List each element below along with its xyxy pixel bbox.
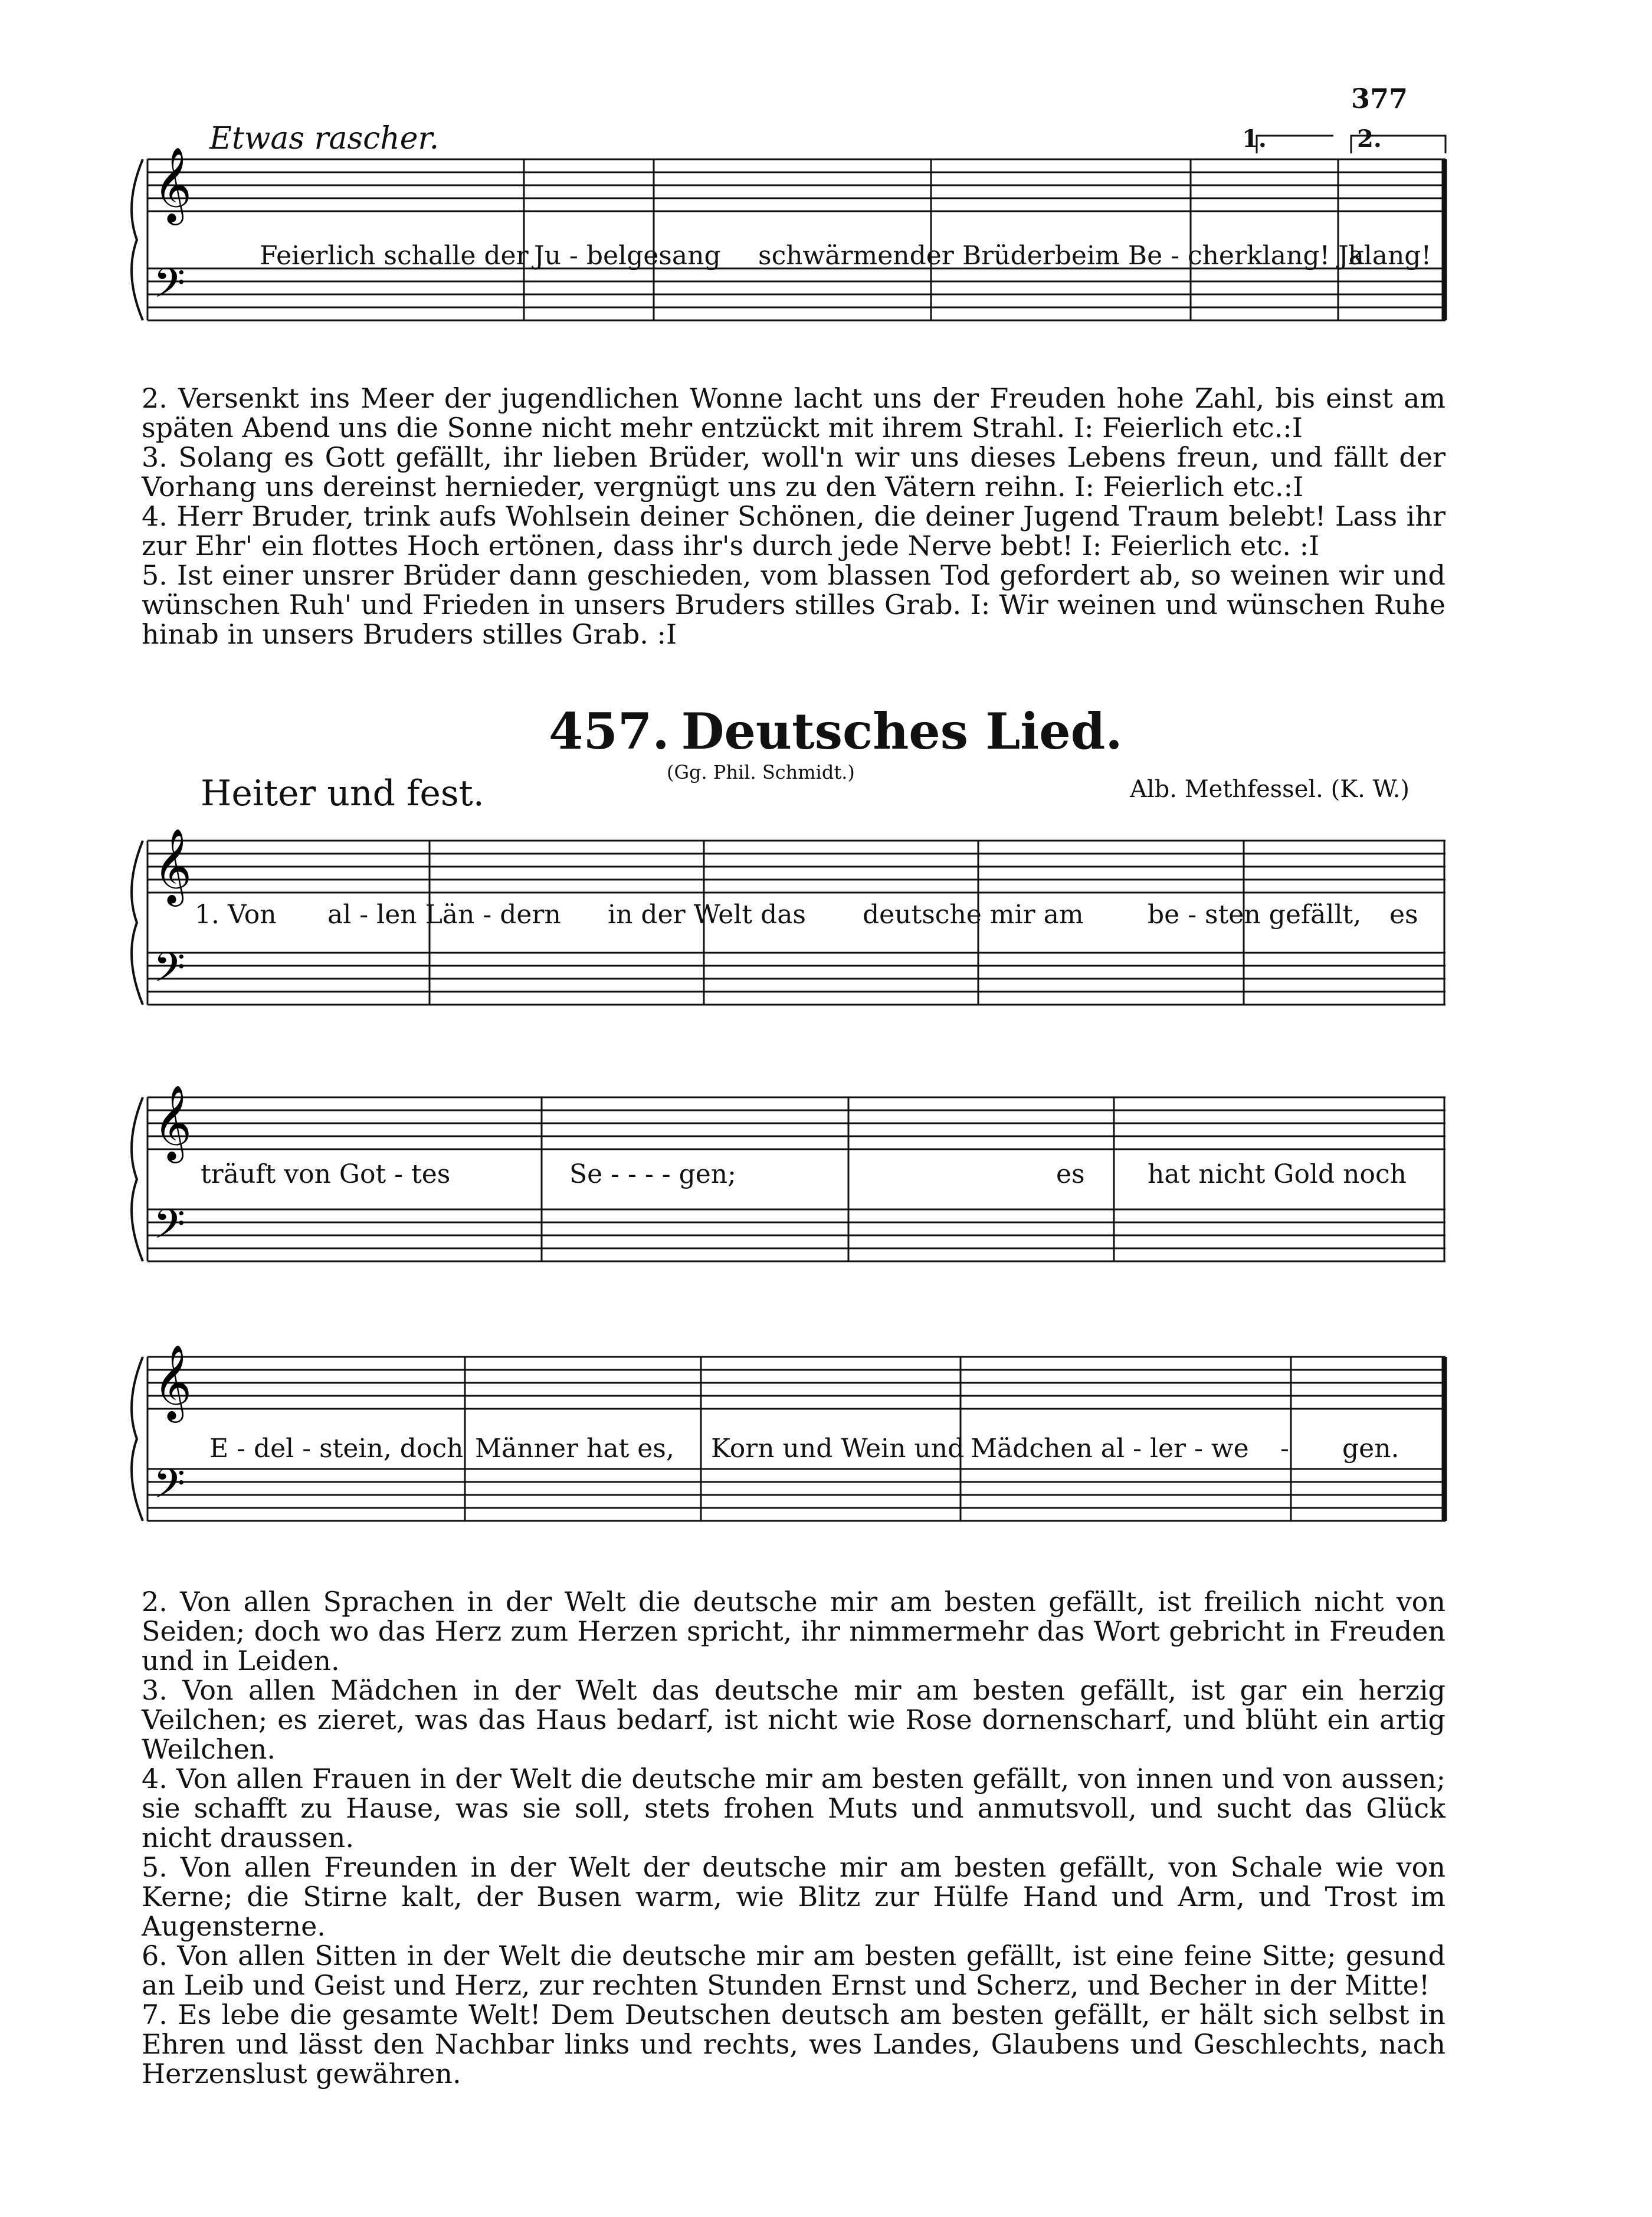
song2-number: 457. <box>549 702 670 760</box>
song2-line3-lyric-4: Mädchen al - ler - we <box>971 1434 1249 1464</box>
svg-text:𝄞: 𝄞 <box>153 828 192 903</box>
song2-line2-lyric-4: hat nicht Gold noch <box>1148 1159 1407 1189</box>
song2-verse-7: 7. Es lebe die gesamte Welt! Dem Deutschen deutsch am besten gefällt, er hält sich selbst in Ehren und lässt den Nachbar links und rechts, wes Landes, Glaubens und Geschlechts, nach Herzenslust gewähren. <box>142 1999 1446 2090</box>
song2-line2-lyric-1: träuft von Got - tes <box>201 1159 451 1189</box>
song2-verses <box>142 1587 1446 2088</box>
svg-text:𝄢: 𝄢 <box>153 1460 186 1517</box>
song2-lyricist: (Gg. Phil. Schmidt.) <box>667 761 855 783</box>
song2-line1-lyric-4: deutsche mir am <box>863 900 1084 930</box>
song1-verse-5: 5. Ist einer unsrer Brüder dann geschieden, vom blassen Tod gefordert ab, so weinen wir und wünschen Ruh' und Frieden in unsers Bruders stilles Grab. I: Wir weinen und wünschen Ruhe hinab in unsers Bruders stilles Grab. :I <box>142 559 1446 650</box>
song1-lyric-2: Ju - belgesang <box>534 241 721 271</box>
song2-line1-lyric-2: al - len Län - dern <box>327 900 561 930</box>
svg-text:𝄢: 𝄢 <box>153 259 186 317</box>
svg-text:𝄢: 𝄢 <box>153 1200 186 1258</box>
song1-lyric-3: schwärmender Brüderbeim Be - cherklang! Ja <box>758 241 1365 271</box>
song2-verse-5: 5. Von allen Freunden in der Welt der deutsche mir am besten gefällt, von Schale wie von Kerne; die Stirne kalt, der Busen warm, wie Blitz zur Hülfe Hand und Arm, und Trost im Augensterne. <box>142 1851 1446 1942</box>
volta-1-label: 1. <box>1242 125 1267 153</box>
song2-tempo: Heiter und fest. <box>201 773 484 814</box>
svg-text:𝄞: 𝄞 <box>153 1084 192 1160</box>
song1-verse-4: 4. Herr Bruder, trink aufs Wohlsein deiner Schönen, die deiner Jugend Traum belebt! Lass ihr zur Ehr' ein flottes Hoch ertönen, dass ihr's durch jede Nerve bebt! I: Feierlich etc. :I <box>142 500 1446 562</box>
song1-verses <box>142 383 1446 649</box>
song2-line3-lyric-5: - <box>1280 1434 1289 1464</box>
song2-line3-lyric-6: gen. <box>1342 1434 1399 1464</box>
song2-line3-lyric-2: Männer hat es, <box>475 1434 674 1464</box>
song1-tempo: Etwas rascher. <box>209 121 440 156</box>
song2-verse-3: 3. Von allen Mädchen in der Welt das deutsche mir am besten gefällt, ist gar ein herzig Veilchen; es zieret, was das Haus bedarf, ist nicht wie Rose dornenscharf, und blüht ein artig Weilchen. <box>142 1674 1446 1765</box>
song1-verse-3: 3. Solang es Gott gefällt, ihr lieben Brüder, woll'n wir uns dieses Lebens freun, und fällt der Vorhang uns dereinst hernieder, vergnügt uns zu den Vätern reihn. I: Feierlich etc.:I <box>142 441 1446 503</box>
song2-line2-lyric-3: es <box>1056 1159 1085 1189</box>
song2-line3-lyric-1: E - del - stein, doch <box>209 1434 464 1464</box>
song2-verse-6: 6. Von allen Sitten in der Welt die deutsche mir am besten gefällt, ist eine feine Sitte; gesund an Leib und Geist und Herz, zur rechten Stunden Ernst und Scherz, und Becher in der Mitte! <box>142 1940 1446 2001</box>
svg-text:𝄢: 𝄢 <box>153 943 186 1001</box>
song2-line2-lyric-2: Se - - - - gen; <box>569 1159 736 1189</box>
song2-line1-lyric-3: in der Welt das <box>608 900 807 930</box>
song1-verse-2: 2. Versenkt ins Meer der jugendlichen Wonne lacht uns der Freuden hohe Zahl, bis einst am späten Abend uns die Sonne nicht mehr entzückt mit ihrem Strahl. I: Feierlich etc.:I <box>142 382 1446 444</box>
song2-line1-lyric-5: be - sten gefällt, <box>1148 900 1362 930</box>
svg-text:𝄞: 𝄞 <box>153 1344 192 1419</box>
song2-title: Deutsches Lied. <box>681 702 1123 760</box>
song2-verse-2: 2. Von allen Sprachen in der Welt die deutsche mir am besten gefällt, ist freilich nicht von Seiden; doch wo das Herz zum Herzen spricht, ihr nimmermehr das Wort gebricht in Freuden und in Leiden. <box>142 1586 1446 1677</box>
song2-verse-4: 4. Von allen Frauen in der Welt die deutsche mir am besten gefällt, von innen und von aussen; sie schafft zu Hause, was sie soll, stets frohen Muts und anmutsvoll, und sucht das Glück nicht draussen. <box>142 1763 1446 1854</box>
song2-line3-lyric-3: Korn und Wein und <box>711 1434 965 1464</box>
song2-line1-lyric-6: es <box>1389 900 1418 930</box>
song2-heading <box>549 702 1123 760</box>
svg-text:𝄞: 𝄞 <box>153 146 192 222</box>
song1-lyric-4: klang! <box>1348 241 1432 271</box>
volta-2-label: 2. <box>1357 125 1382 153</box>
song2-line1-lyric-1: 1. Von <box>195 900 277 930</box>
page-number: 377 <box>1351 83 1408 114</box>
song2-staff-graphic-1 <box>124 829 1446 1035</box>
song2-composer: Alb. Methfessel. (K. W.) <box>1130 776 1410 803</box>
song1-lyric-1: Feierlich schalle der <box>260 241 529 271</box>
song2-music-system-1 <box>124 829 1446 1035</box>
